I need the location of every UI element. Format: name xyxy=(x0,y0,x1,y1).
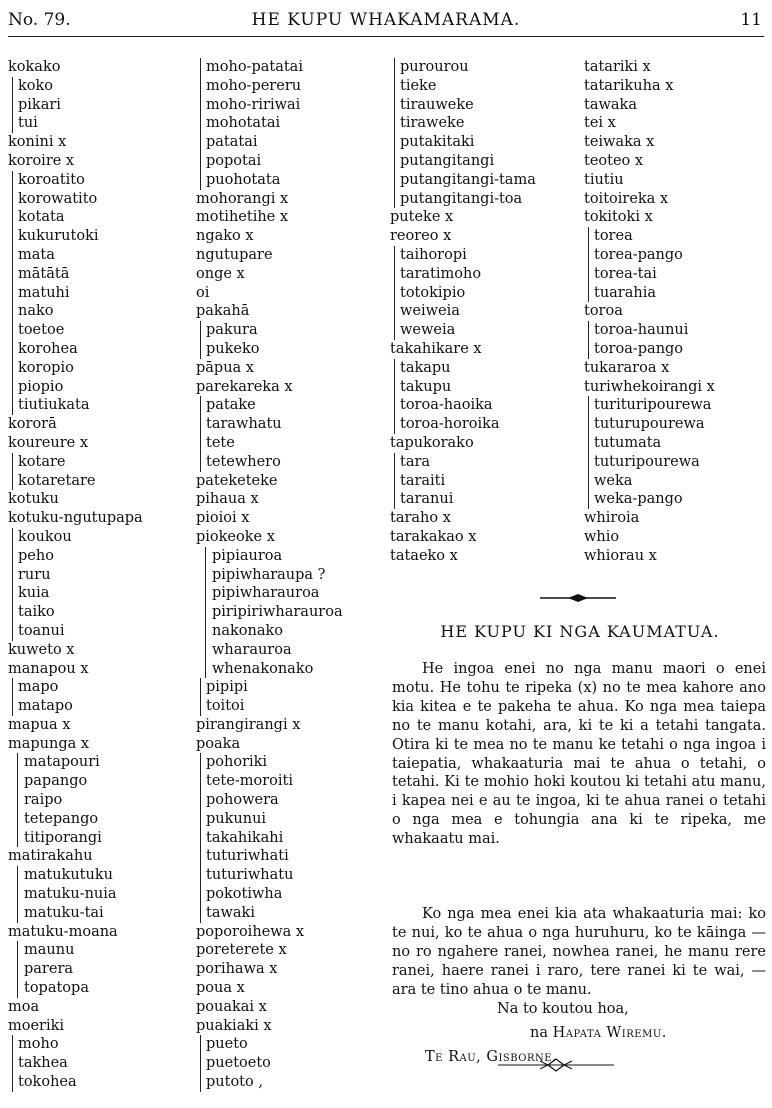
bird-name-entry: weiweia xyxy=(390,302,580,321)
notice-paragraph-2 xyxy=(392,905,766,1000)
bird-name-entry: poreterete x xyxy=(196,942,287,959)
bird-name-entry: tara xyxy=(390,453,580,472)
bird-list-column-2 xyxy=(196,58,381,1092)
bird-name-entry: pueto xyxy=(196,1035,381,1054)
bird-name-entry: putoto , xyxy=(196,1073,381,1092)
bird-name-entry: kororā xyxy=(8,416,57,433)
bird-name-entry: porihawa x xyxy=(196,961,278,978)
bird-name-entry: konini x xyxy=(8,134,67,151)
bird-name-entry: tuturiwhati xyxy=(196,847,381,866)
place-line: Te Rau, Gisborne. xyxy=(425,1049,558,1065)
bird-name-entry: tirauweke xyxy=(390,96,580,115)
bird-name-entry: moa xyxy=(8,998,40,1015)
bird-name-entry: mapo xyxy=(8,678,188,697)
bird-name-entry: raipo xyxy=(8,791,188,810)
bird-list-column-1 xyxy=(8,58,188,1092)
bird-name-entry: pipipi xyxy=(196,678,381,697)
bird-name-entry: kuweto x xyxy=(8,641,75,658)
bird-name-entry: pakahā xyxy=(196,303,250,320)
bird-name-entry: pohoriki xyxy=(196,753,381,772)
bird-name-entry: taihoropi xyxy=(390,246,580,265)
section-title: HE KUPU KI NGA KAUMATUA. xyxy=(440,622,720,641)
bird-name-entry: putangitangi xyxy=(390,152,580,171)
bird-name-entry: totokipio xyxy=(390,284,580,303)
bird-name-entry: weka xyxy=(584,472,769,491)
bird-name-entry: ngutupare xyxy=(196,246,273,263)
issue-number: No. 79. xyxy=(8,10,71,30)
bird-name-entry: mapunga x xyxy=(8,735,90,752)
bird-name-entry: pohowera xyxy=(196,791,381,810)
bird-name-entry: piokeoke x xyxy=(196,528,275,545)
bird-name-entry: moeriki xyxy=(8,1017,65,1034)
bird-name-entry: kukurutoki xyxy=(8,227,188,246)
bird-name-entry: pāpua x xyxy=(196,359,254,376)
bird-name-entry: tukararoa x xyxy=(584,359,670,376)
bird-name-entry: korowatito xyxy=(8,190,188,209)
bird-name-entry: kuia xyxy=(8,584,188,603)
bird-name-entry: moho-patatai xyxy=(196,58,381,77)
bird-name-entry: patatai xyxy=(196,133,381,152)
bird-name-entry: toitoi xyxy=(196,697,381,716)
bird-name-entry: takahikahi xyxy=(196,829,381,848)
bird-name-entry: oi xyxy=(196,284,210,301)
bird-name-entry: toetoe xyxy=(8,321,188,340)
bird-name-entry: puteke x xyxy=(390,209,454,226)
bird-name-entry: taiko xyxy=(8,603,188,622)
bird-name-entry: toroa-pango xyxy=(584,340,769,359)
bird-name-entry: pipiwharaupa ? xyxy=(196,566,381,585)
bird-name-entry: tatariki x xyxy=(584,59,651,75)
bird-name-entry: manapou x xyxy=(8,660,89,677)
bird-name-entry: piripiriwharauroa xyxy=(196,603,381,622)
bird-name-entry: tui xyxy=(8,114,188,133)
bird-name-entry: motihetihe x xyxy=(196,209,289,226)
bird-name-entry: nako xyxy=(8,302,188,321)
bird-name-entry: papango xyxy=(8,772,188,791)
bird-name-entry: kotuku-ngutupapa xyxy=(8,510,143,527)
bird-name-entry: pakura xyxy=(196,321,381,340)
bird-name-entry: tete xyxy=(196,434,381,453)
section-divider xyxy=(538,593,618,603)
bird-name-entry: maunu xyxy=(8,941,188,960)
bird-name-entry: peho xyxy=(8,547,188,566)
bird-name-entry: toroa xyxy=(584,303,623,320)
bird-name-entry: torea-tai xyxy=(584,265,769,284)
bird-name-entry: koroatito xyxy=(8,171,188,190)
notice-paragraph-1-text: He ingoa enei no nga manu maori o enei motu. He tohu te ripeka (x) no te mea kahore ano kia kitea e te pakeha te ahua. Ko nga mea taiepa no te manu kotahi, ara, ki te ki a tetahi tangata. Otira ki te mea no te manu ke tetahi o nga ingoa i taiepatia, whakaaturia mai te ahua o tetahi, o tetahi. Ki te mohio hoki koutou ki tetahi atu manu, i kapea nei e au te ingoa, ki te ahua ranei o tetahi o nga mea e tohungia ana ki te ripeka, me whakaatu mai. xyxy=(392,661,766,848)
bird-name-entry: koropio xyxy=(8,359,188,378)
signature xyxy=(530,1025,667,1041)
bird-name-entry: pateketeke xyxy=(196,472,278,489)
page-title: HE KUPU WHAKAMARAMA. xyxy=(251,10,521,30)
bird-name-entry: mata xyxy=(8,246,188,265)
bird-name-entry: tawaka xyxy=(584,96,637,113)
bird-name-entry: koukou xyxy=(8,528,188,547)
bird-name-entry: tiutiukata xyxy=(8,396,188,415)
bird-name-entry: reoreo x xyxy=(390,228,452,245)
bird-name-entry: poaka xyxy=(196,735,241,752)
closing-line: Na to koutou hoa, xyxy=(497,1001,629,1017)
bird-name-entry: takupu xyxy=(390,378,580,397)
bird-name-entry: pirangirangi x xyxy=(196,716,301,733)
bird-name-entry: matuku-nuia xyxy=(8,885,188,904)
bird-name-entry: turituripourewa xyxy=(584,396,769,415)
bird-name-entry: matuku-tai xyxy=(8,904,188,923)
bird-name-entry: tete-moroiti xyxy=(196,772,381,791)
bird-name-entry: torea xyxy=(584,227,769,246)
notice-paragraph-1 xyxy=(392,660,766,849)
bird-name-entry: koureure x xyxy=(8,434,89,451)
bird-name-entry: moho-pereru xyxy=(196,77,381,96)
bird-name-entry: patake xyxy=(196,396,381,415)
bird-name-entry: toroa-haunui xyxy=(584,321,769,340)
bird-name-entry: takahikare x xyxy=(390,340,482,357)
bird-name-entry: nakonako xyxy=(196,622,381,641)
bird-name-entry: moho-ririwai xyxy=(196,96,381,115)
bird-name-entry: kokako xyxy=(8,59,61,75)
bird-name-entry: pukunui xyxy=(196,810,381,829)
bird-name-entry: onge x xyxy=(196,265,245,282)
bird-name-entry: whenakonako xyxy=(196,660,381,679)
bird-name-entry: mapua x xyxy=(8,716,71,733)
bird-name-entry: moho xyxy=(8,1035,188,1054)
bird-name-entry: purourou xyxy=(390,58,580,77)
bird-name-entry: ngako x xyxy=(196,228,254,245)
bird-name-entry: matuhi xyxy=(8,284,188,303)
bird-name-entry: matapo xyxy=(8,697,188,716)
bird-name-entry: tokitoki x xyxy=(584,209,653,226)
bird-name-entry: poua x xyxy=(196,980,245,997)
bird-name-entry: mohorangi x xyxy=(196,190,289,207)
bird-name-entry: pihaua x xyxy=(196,491,259,508)
bird-name-entry: takhea xyxy=(8,1054,188,1073)
bird-name-entry: teoteo x xyxy=(584,152,644,169)
bird-name-entry: kotare xyxy=(8,453,188,472)
notice-paragraph-2-text: Ko nga mea enei kia ata whakaaturia mai: ko te nui, ko te ahua o nga huruhuru, ko te kāinga — no ro ngahere ranei, nowhea ranei, he manu rere ranei, haere ranei i raro, tere ranei ki te wai, — ara te tino ahua o te manu. xyxy=(392,906,766,998)
bird-name-entry: tetewhero xyxy=(196,453,381,472)
bird-name-entry: pukeko xyxy=(196,340,381,359)
bird-name-entry: tieke xyxy=(390,77,580,96)
bird-name-entry: ruru xyxy=(8,566,188,585)
bird-list-column-4 xyxy=(584,58,769,566)
bird-name-entry: tawaki xyxy=(196,904,381,923)
bird-name-entry: taranui xyxy=(390,490,580,509)
bird-name-entry: pipiauroa xyxy=(196,547,381,566)
bird-name-entry: puetoeto xyxy=(196,1054,381,1073)
bird-name-entry: taratimoho xyxy=(390,265,580,284)
bird-name-entry: tarakakao x xyxy=(390,528,477,545)
bird-name-entry: tataeko x xyxy=(390,547,458,564)
bird-name-entry: kotuku xyxy=(8,491,59,508)
bird-name-entry: koroire x xyxy=(8,152,75,169)
bird-name-entry: matuku-moana xyxy=(8,923,118,940)
bird-name-entry: wharauroa xyxy=(196,641,381,660)
bird-name-entry: tiutiu xyxy=(584,171,624,188)
signature-name: Hapata Wiremu. xyxy=(552,1025,667,1041)
bird-name-entry: pouakai x xyxy=(196,998,267,1015)
bird-name-entry: toanui xyxy=(8,622,188,641)
bird-name-entry: korohea xyxy=(8,340,188,359)
bird-name-entry: taraiti xyxy=(390,472,580,491)
bird-name-entry: tarawhatu xyxy=(196,415,381,434)
end-ornament xyxy=(496,1057,616,1073)
bird-name-entry: tuturupourewa xyxy=(584,415,769,434)
bird-name-entry: puakiaki x xyxy=(196,1017,272,1034)
bird-name-entry: tei x xyxy=(584,115,616,132)
bird-name-entry: turiwhekoirangi x xyxy=(584,378,715,395)
bird-name-entry: tiraweke xyxy=(390,114,580,133)
bird-name-entry: tuturiwhatu xyxy=(196,866,381,885)
bird-name-entry: takapu xyxy=(390,359,580,378)
bird-name-entry: kotaretare xyxy=(8,472,188,491)
bird-name-entry: parekareka x xyxy=(196,378,293,395)
bird-name-entry: weweia xyxy=(390,321,580,340)
bird-name-entry: puohotata xyxy=(196,171,381,190)
bird-name-entry: whio xyxy=(584,528,620,545)
bird-name-entry: putangitangi-toa xyxy=(390,190,580,209)
bird-name-entry: parera xyxy=(8,960,188,979)
page-header xyxy=(8,10,764,37)
bird-name-entry: tuarahia xyxy=(584,284,769,303)
bird-name-entry: popotai xyxy=(196,152,381,171)
bird-list-column-3 xyxy=(390,58,580,566)
bird-name-entry: tokohea xyxy=(8,1073,188,1092)
signature-prefix: na xyxy=(530,1025,548,1041)
bird-name-entry: pikari xyxy=(8,96,188,115)
bird-name-entry: pokotiwha xyxy=(196,885,381,904)
bird-name-entry: tatarikuha x xyxy=(584,77,674,94)
page-number: 11 xyxy=(740,10,762,30)
bird-name-entry: tetepango xyxy=(8,810,188,829)
bird-name-entry: toroa-haoika xyxy=(390,396,580,415)
bird-name-entry: mātātā xyxy=(8,265,188,284)
bird-name-entry: mohotatai xyxy=(196,114,381,133)
bird-name-entry: pipiwharauroa xyxy=(196,584,381,603)
bird-name-entry: tutumata xyxy=(584,434,769,453)
bird-name-entry: torea-pango xyxy=(584,246,769,265)
bird-name-entry: toroa-horoika xyxy=(390,415,580,434)
bird-name-entry: toitoireka x xyxy=(584,190,669,207)
bird-name-entry: koko xyxy=(8,77,188,96)
bird-name-entry: matapouri xyxy=(8,753,188,772)
bird-name-entry: topatopa xyxy=(8,979,188,998)
bird-name-entry: putakitaki xyxy=(390,133,580,152)
bird-name-entry: tapukorako xyxy=(390,434,474,451)
bird-name-entry: piopio xyxy=(8,378,188,397)
bird-name-entry: whiorau x xyxy=(584,547,657,564)
bird-name-entry: whiroia xyxy=(584,510,640,527)
bird-name-entry: taraho x xyxy=(390,510,451,527)
bird-name-entry: poporoihewa x xyxy=(196,923,305,940)
bird-name-entry: tuturipourewa xyxy=(584,453,769,472)
bird-name-entry: titiporangi xyxy=(8,829,188,848)
bird-name-entry: kotata xyxy=(8,208,188,227)
bird-name-entry: pioioi x xyxy=(196,510,250,527)
bird-name-entry: teiwaka x xyxy=(584,134,655,151)
bird-name-entry: matukutuku xyxy=(8,866,188,885)
bird-name-entry: matirakahu xyxy=(8,848,93,865)
bird-name-entry: weka-pango xyxy=(584,490,769,509)
bird-name-entry: putangitangi-tama xyxy=(390,171,580,190)
